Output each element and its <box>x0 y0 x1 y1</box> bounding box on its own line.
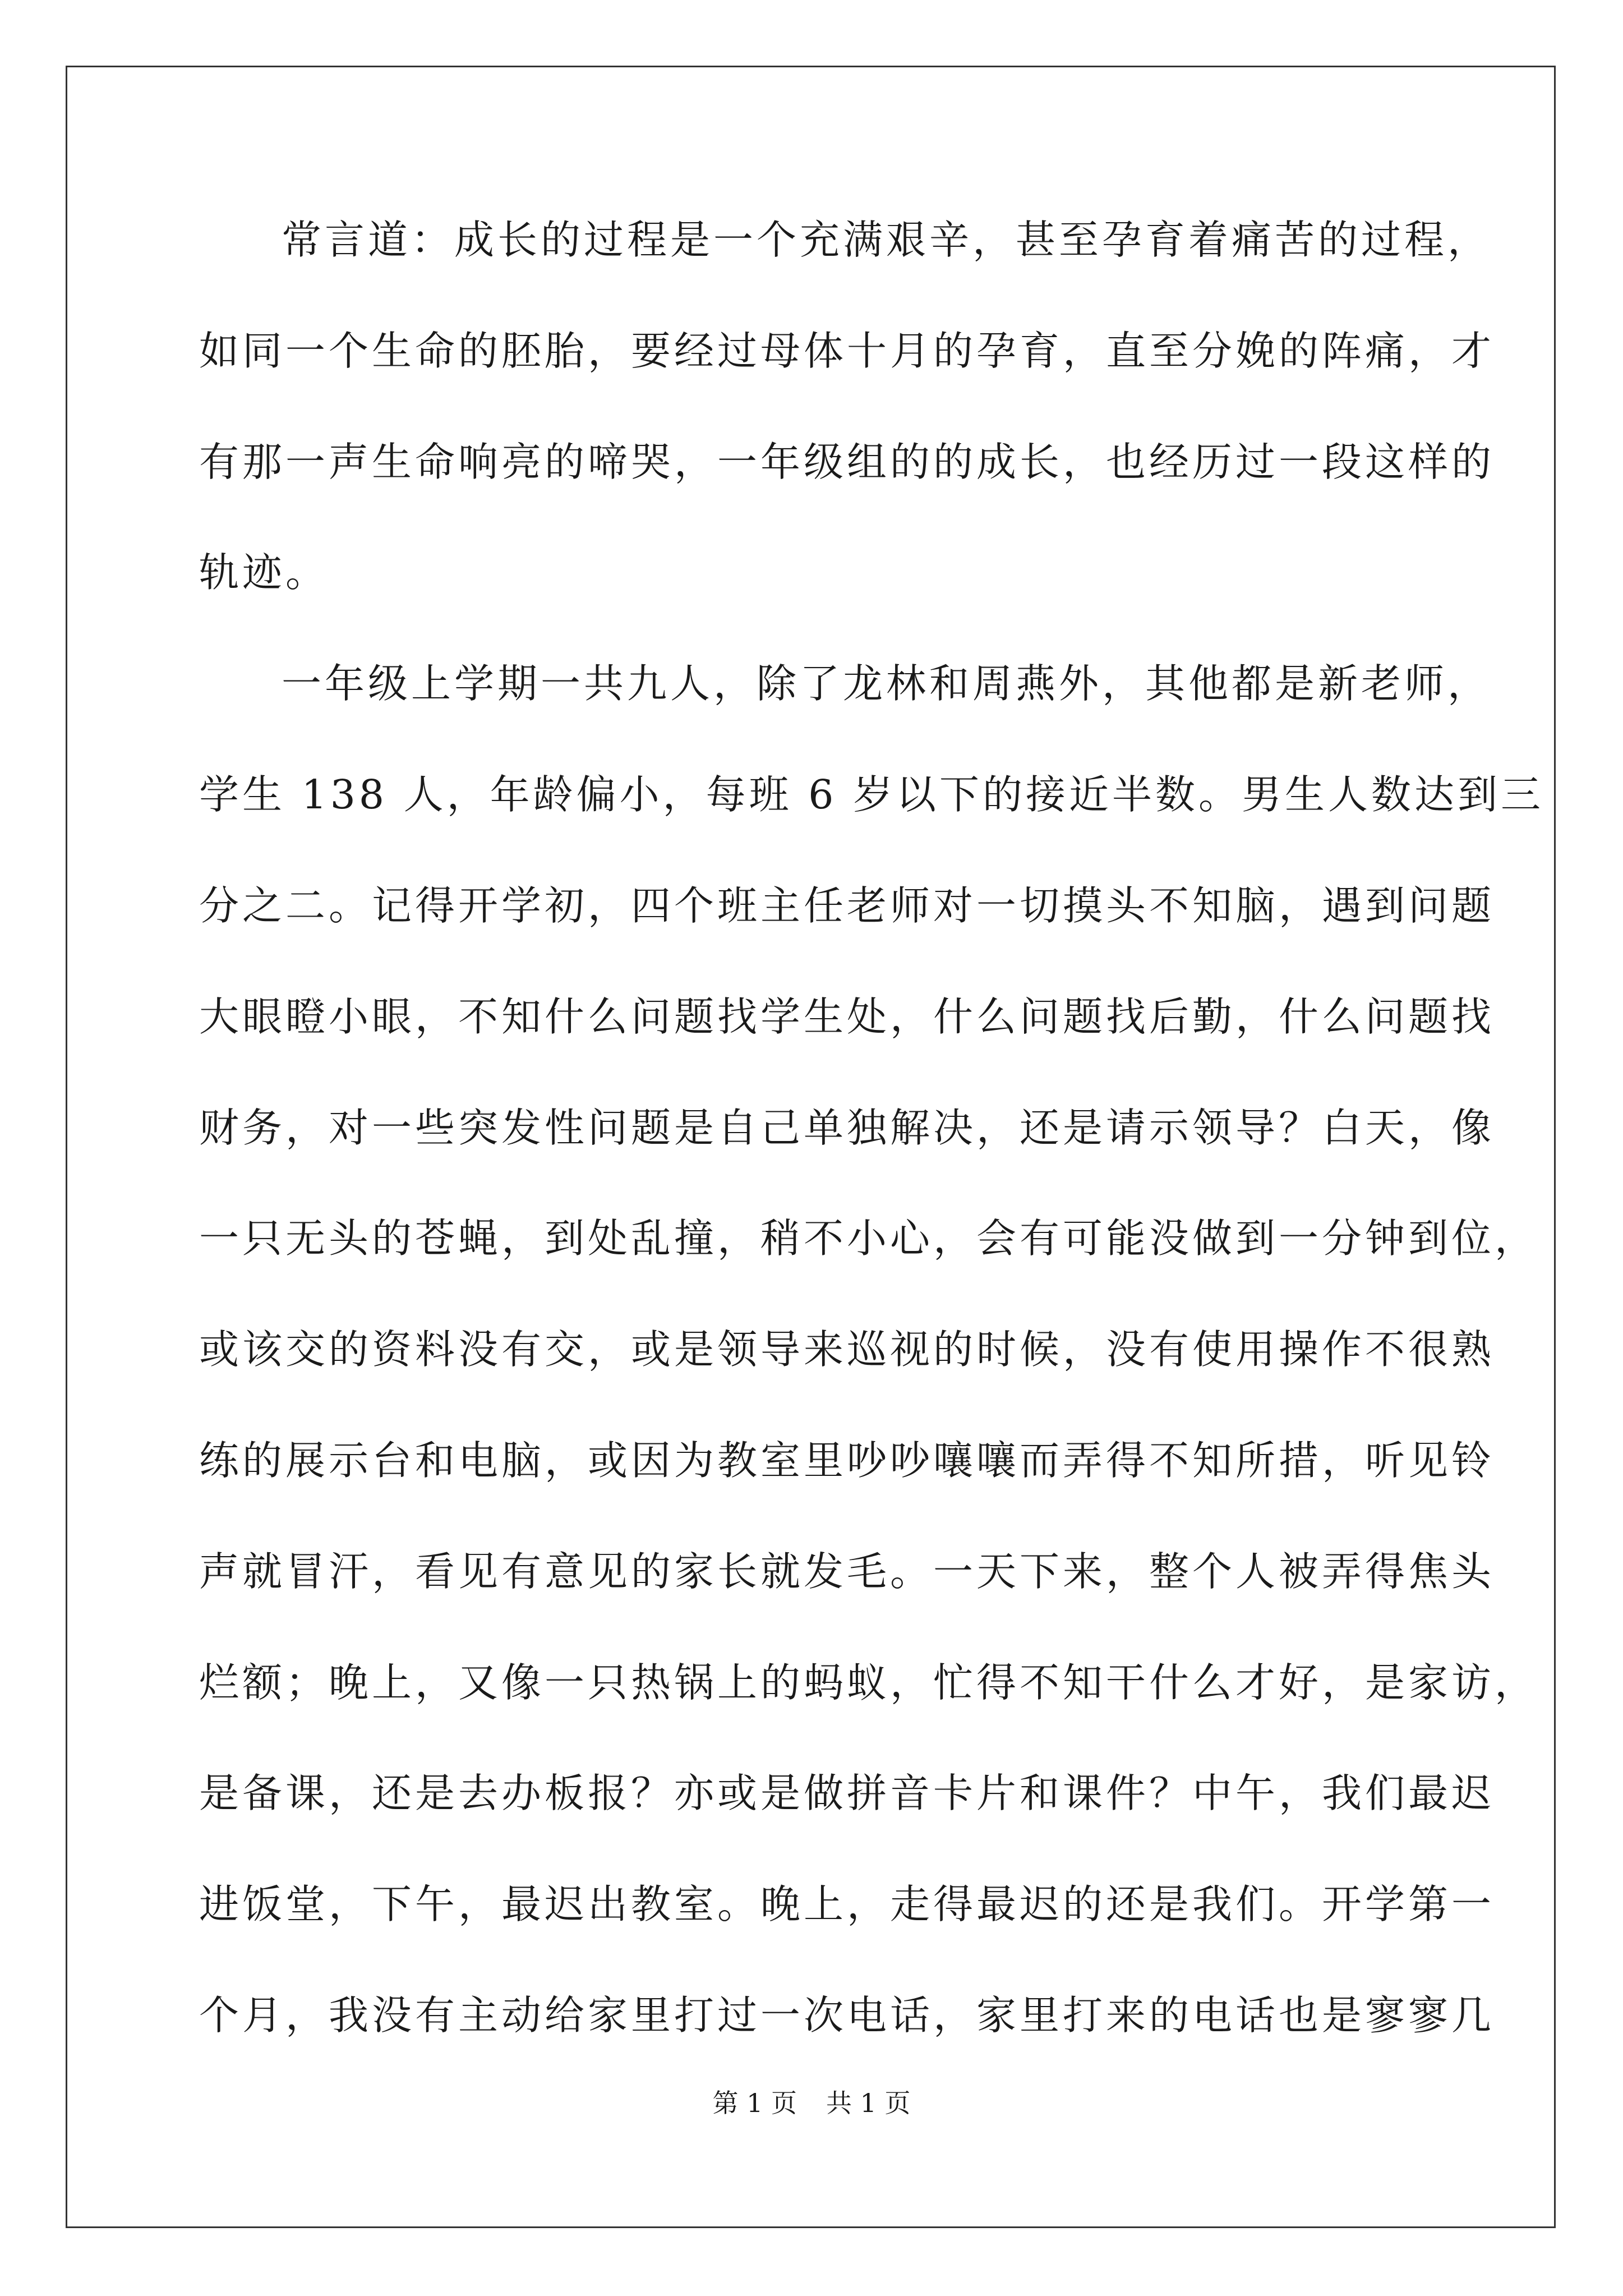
text-line: 财务，对一些突发性问题是自己单独解决，还是请示领导？白天，像 <box>199 1105 1495 1151</box>
page-number: 第 1 页 <box>712 2088 797 2118</box>
text-line: 一年级上学期一共九人，除了龙林和周燕外，其他都是新老师， <box>282 660 1491 707</box>
text-line: 练的展示台和电脑，或因为教室里吵吵嚷嚷而弄得不知所措，听见铃 <box>199 1437 1495 1484</box>
text-line: 进饭堂，下午，最迟出教室。晚上，走得最迟的还是我们。开学第一 <box>199 1881 1495 1927</box>
text-line: 如同一个生命的胚胎，要经过母体十月的孕育，直至分娩的阵痛，才 <box>199 328 1495 374</box>
text-line: 声就冒汗，看见有意见的家长就发毛。一天下来，整个人被弄得焦头 <box>199 1548 1495 1595</box>
text-line: 或该交的资料没有交，或是领导来巡视的时候，没有使用操作不很熟 <box>199 1326 1495 1373</box>
text-line: 大眼瞪小眼，不知什么问题找学生处，什么问题找后勤，什么问题找 <box>199 993 1495 1040</box>
page-footer <box>0 2086 1623 2120</box>
text-line: 学生 138 人，年龄偏小，每班 6 岁以下的接近半数。男生人数达到三 <box>199 771 1544 818</box>
text-line: 常言道：成长的过程是一个充满艰辛，甚至孕育着痛苦的过程， <box>282 217 1491 263</box>
text-line: 是备课，还是去办板报？亦或是做拼音卡片和课件？中午，我们最迟 <box>199 1770 1495 1816</box>
text-line: 一只无头的苍蝇，到处乱撞，稍不小心，会有可能没做到一分钟到位， <box>199 1215 1538 1262</box>
text-line: 轨迹。 <box>199 549 329 596</box>
text-line: 个月，我没有主动给家里打过一次电话，家里打来的电话也是寥寥几 <box>199 1992 1495 2039</box>
text-line: 分之二。记得开学初，四个班主任老师对一切摸头不知脑，遇到问题 <box>199 882 1495 929</box>
page-total: 共 1 页 <box>826 2088 911 2118</box>
text-line: 烂额；晚上，又像一只热锅上的蚂蚁，忙得不知干什么才好，是家访， <box>199 1659 1538 1706</box>
text-line: 有那一声生命响亮的啼哭，一年级组的的成长，也经历过一段这样的 <box>199 439 1495 485</box>
